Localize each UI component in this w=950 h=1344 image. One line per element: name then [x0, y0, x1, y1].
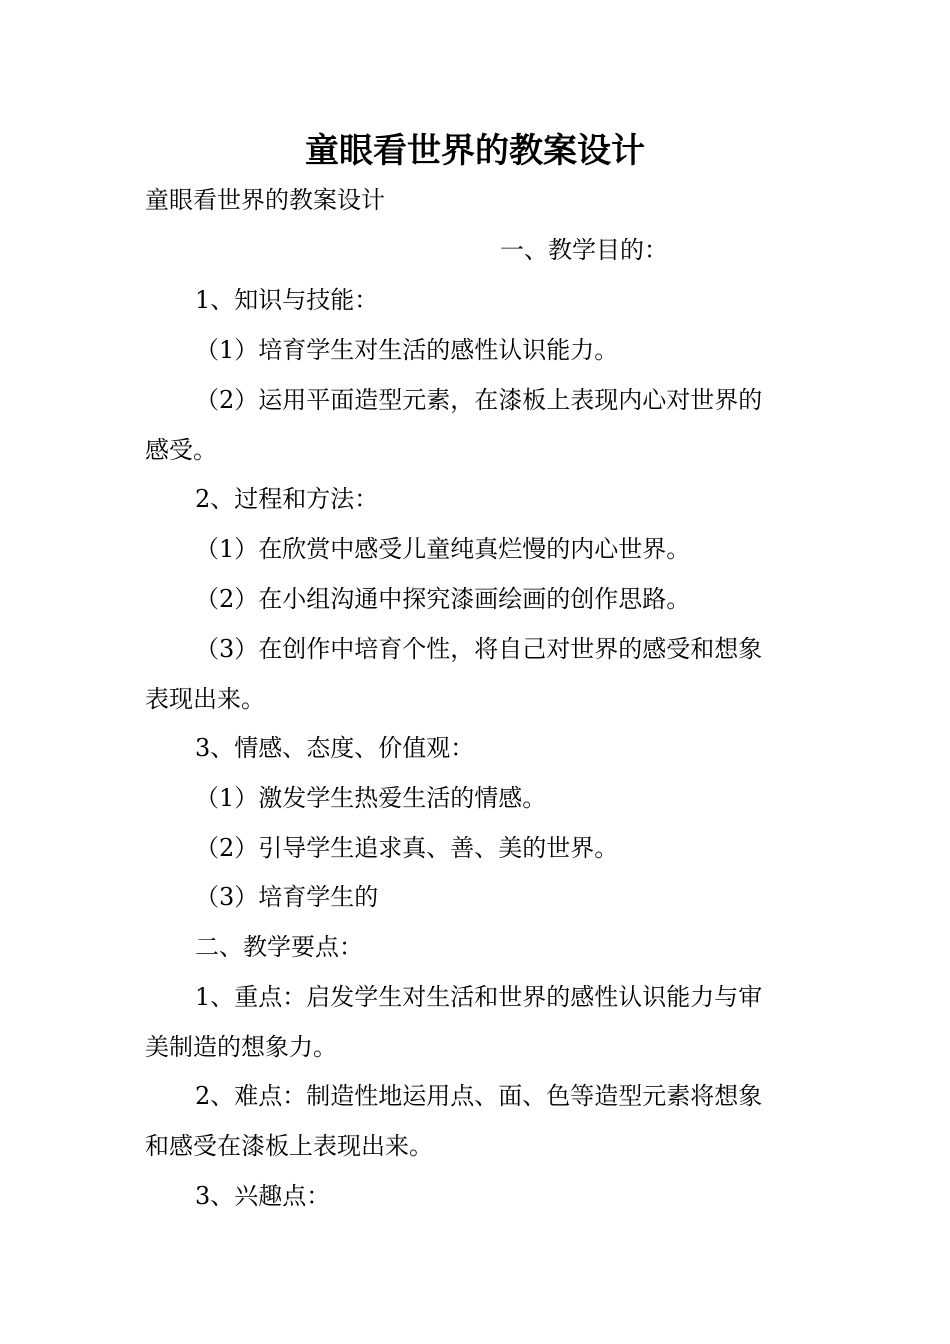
- section-heading-key-points: 二、教学要点：: [195, 933, 363, 961]
- paragraph-line: 2、过程和方法：: [195, 485, 379, 513]
- paragraph-line: 表现出来。: [145, 685, 265, 713]
- subtitle-line: 童眼看世界的教案设计: [145, 186, 385, 214]
- paragraph-line: （1）在欣赏中感受儿童纯真烂慢的内心世界。: [195, 535, 691, 563]
- section-heading-objectives: 一、教学目的：: [500, 236, 668, 264]
- paragraph-line: 3、兴趣点：: [195, 1182, 331, 1210]
- paragraph-line: 美制造的想象力。: [145, 1033, 337, 1061]
- paragraph-line: 3、情感、态度、价值观：: [195, 734, 475, 762]
- paragraph-line: 感受。: [145, 436, 217, 464]
- paragraph-line: 1、重点：启发学生对生活和世界的感性认识能力与审: [195, 983, 763, 1011]
- paragraph-line: （1）激发学生热爱生活的情感。: [195, 784, 547, 812]
- paragraph-line: （1）培育学生对生活的感性认识能力。: [195, 336, 619, 364]
- paragraph-line: 2、难点：制造性地运用点、面、色等造型元素将想象: [195, 1082, 763, 1110]
- paragraph-line: （2）在小组沟通中探究漆画绘画的创作思路。: [195, 585, 691, 613]
- paragraph-line: （2）引导学生追求真、善、美的世界。: [195, 834, 619, 862]
- document-title: 童眼看世界的教案设计: [305, 131, 645, 171]
- paragraph-line: （3）培育学生的: [195, 883, 379, 911]
- paragraph-line: 1、知识与技能：: [195, 286, 379, 314]
- paragraph-line: （2）运用平面造型元素，在漆板上表现内心对世界的: [195, 386, 763, 414]
- paragraph-line: 和感受在漆板上表现出来。: [145, 1132, 433, 1160]
- paragraph-line: （3）在创作中培育个性，将自己对世界的感受和想象: [195, 635, 763, 663]
